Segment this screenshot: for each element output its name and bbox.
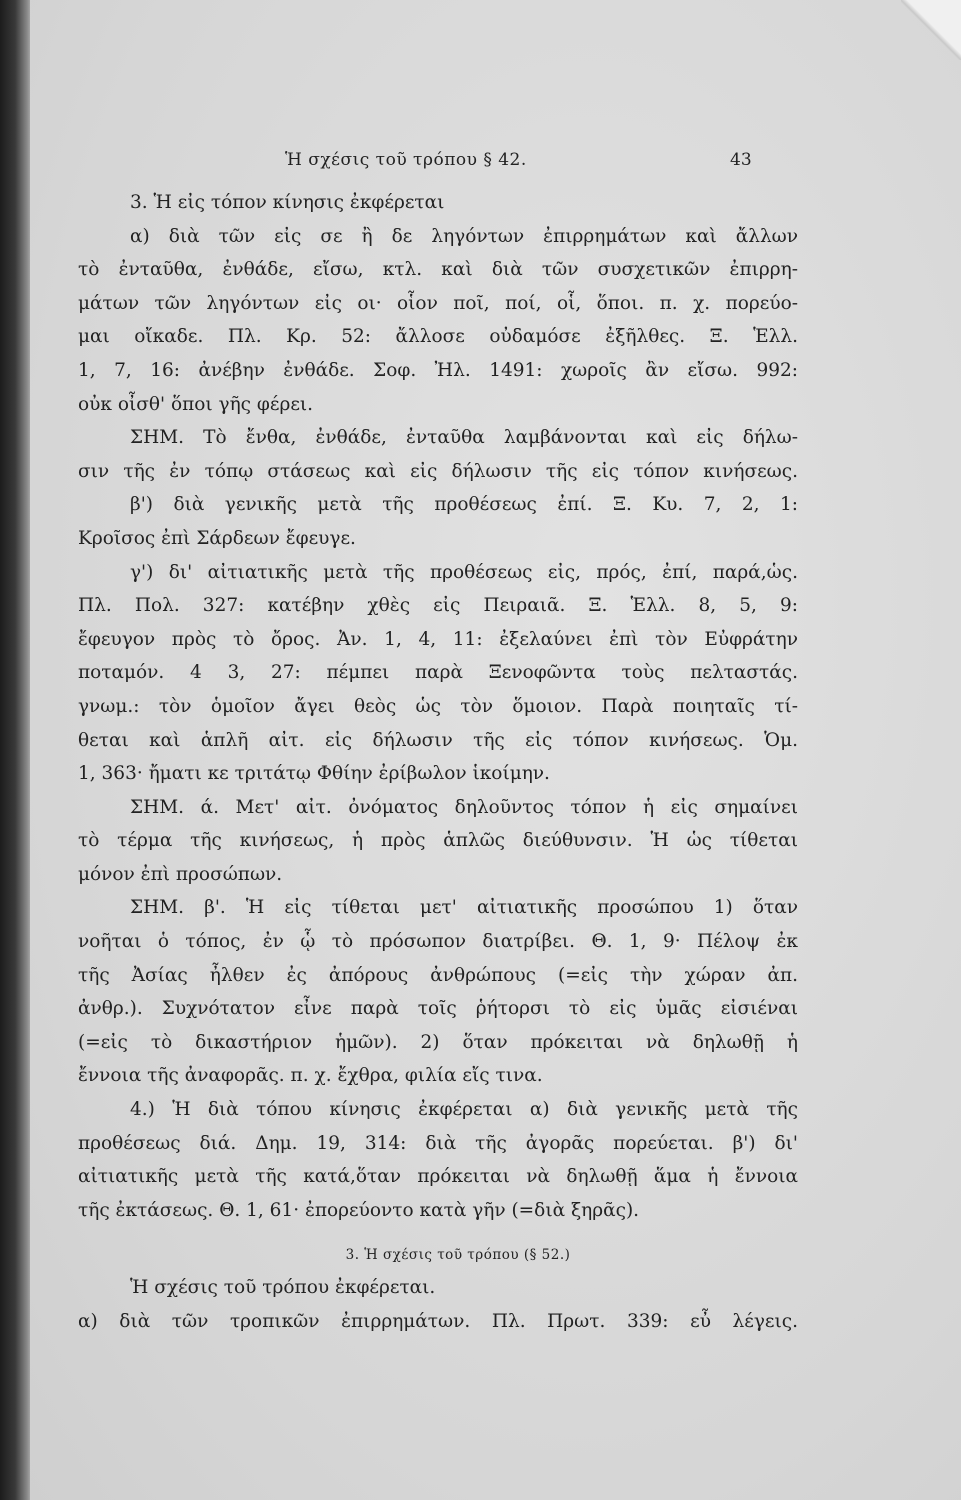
text-line: 1, 7, 16: ἀνέβην ἐνθάδε. Σοφ. Ἠλ. 1491: χωροῖς ἂν εἴσω. 992: xyxy=(78,359,798,381)
text-line: προθέσεως διά. Δημ. 19, 314: διὰ τῆς ἀγορᾶς πορεύεται. β') δι' xyxy=(78,1132,798,1154)
text-line: γ') δι' αἰτιατικῆς μετὰ τῆς προθέσεως εἰς, πρός, ἐπί, παρά,ὡς. xyxy=(130,561,798,583)
text-line: 1, 363· ἤματι κε τριτάτῳ Φθίην ἐρίβωλον ἱκοίμην. xyxy=(78,763,550,785)
running-title: Ἡ σχέσις τοῦ τρόπου § 42. xyxy=(285,150,527,170)
text-line: θεται καὶ ἁπλῆ αἰτ. εἰς δήλωσιν τῆς εἰς τόπον κινήσεως. Ὁμ. xyxy=(78,729,798,751)
text-line: ἔφευγον πρὸς τὸ ὄρος. Ἀν. 1, 4, 11: ἐξελαύνει ἐπὶ τὸν Εὐφράτην xyxy=(78,628,798,650)
section-text xyxy=(78,1271,798,1338)
text-line: σιν τῆς ἐν τόπῳ στάσεως καὶ εἰς δήλωσιν τῆς εἰς τόπον κινήσεως. xyxy=(78,460,798,482)
text-line: ΣΗΜ. Τὸ ἔνθα, ἐνθάδε, ἐνταῦθα λαμβάνονται καὶ εἰς δήλω- xyxy=(130,427,798,449)
text-line: μάτων τῶν ληγόντων εἰς οι· οἷον ποῖ, ποί, οἷ, ὅποι. π. χ. πορεύο- xyxy=(78,292,798,314)
text-line: τῆς ἐκτάσεως. Θ. 1, 61· ἐπορεύοντο κατὰ γῆν (=διὰ ξηρᾶς). xyxy=(78,1199,640,1221)
text-line: τὸ ἐνταῦθα, ἐνθάδε, εἴσω, κτλ. καὶ διὰ τῶν συσχετικῶν ἐπιρρη- xyxy=(78,259,798,281)
text-line: Κροῖσος ἐπὶ Σάρδεων ἔφευγε. xyxy=(78,527,356,549)
page-header xyxy=(30,150,961,180)
page-body xyxy=(78,186,798,1339)
text-line: 4.) Ἡ διὰ τόπου κίνησις ἐκφέρεται α) διὰ γενικῆς μετὰ τῆς xyxy=(130,1099,798,1121)
text-line: μαι οἴκαδε. Πλ. Κρ. 52: ἄλλοσε οὐδαμόσε ἐξῆλθες. Ξ. Ἑλλ. xyxy=(78,326,798,348)
text-line: τὸ τέρμα τῆς κινήσεως, ἡ πρὸς ἁπλῶς διεύθυνσιν. Ἡ ὡς τίθεται xyxy=(78,830,798,852)
page-number: 43 xyxy=(730,150,752,170)
text-line: αἰτιατικῆς μετὰ τῆς κατά,ὅταν πρόκειται νὰ δηλωθῇ ἅμα ἡ ἔννοια xyxy=(78,1166,798,1188)
text-line: νοῆται ὁ τόπος, ἐν ᾧ τὸ πρόσωπον διατρίβει. Θ. 1, 9· Πέλοψ ἐκ xyxy=(78,931,798,953)
text-line: ποταμόν. 4 3, 27: πέμπει παρὰ Ξενοφῶντα τοὺς πελταστάς. xyxy=(78,662,798,684)
text-line: μόνον ἐπὶ προσώπων. xyxy=(78,863,283,885)
book-spine xyxy=(0,0,34,1500)
text-line: 3. Ἡ εἰς τόπον κίνησις ἐκφέρεται xyxy=(130,192,445,213)
page-corner-fold xyxy=(901,0,961,60)
text-line: γνωμ.: τὸν ὁμοῖον ἄγει θεὸς ὡς τὸν ὅμοιον. Παρὰ ποιηταῖς τί- xyxy=(78,695,798,717)
book-page xyxy=(30,0,961,1500)
text-line: ΣΗΜ. β'. Ἡ εἰς τίθεται μετ' αἰτιατικῆς προσώπου 1) ὅταν xyxy=(130,897,798,919)
text-line: Ἡ σχέσις τοῦ τρόπου ἐκφέρεται. xyxy=(130,1277,436,1299)
main-text xyxy=(78,186,798,1227)
text-line: ἀνθρ.). Συχνότατον εἶνε παρὰ τοῖς ῥήτορσι τὸ εἰς ὑμᾶς εἰσιέναι xyxy=(78,998,798,1020)
text-line: ἔννοια τῆς ἀναφορᾶς. π. χ. ἔχθρα, φιλία εἴς τινα. xyxy=(78,1065,543,1087)
text-line: (=εἰς τὸ δικαστήριον ἡμῶν). 2) ὅταν πρόκειται νὰ δηλωθῇ ἡ xyxy=(78,1031,798,1053)
text-line: τῆς Ἀσίας ἦλθεν ἐς ἀπόρους ἀνθρώπους (=εἰς τὴν χώραν ἀπ. xyxy=(78,964,798,986)
text-line: ΣΗΜ. ά. Μετ' αἰτ. ὀνόματος δηλοῦντος τόπον ἡ εἰς σημαίνει xyxy=(130,796,798,818)
text-line: Πλ. Πολ. 327: κατέβην χθὲς εἰς Πειραιᾶ. Ξ. Ἑλλ. 8, 5, 9: xyxy=(78,595,798,617)
text-line: α) διὰ τῶν τροπικῶν ἐπιρρημάτων. Πλ. Πρωτ. 339: εὖ λέγεις. xyxy=(78,1311,798,1332)
text-line: οὐκ οἶσθ' ὅποι γῆς φέρει. xyxy=(78,393,314,415)
text-line: α) διὰ τῶν εἰς σε ἢ δε ληγόντων ἐπιρρημάτων καὶ ἄλλων xyxy=(130,225,798,247)
text-line: β') διὰ γενικῆς μετὰ τῆς προθέσεως ἐπί. Ξ. Κυ. 7, 2, 1: xyxy=(130,494,798,516)
section-heading: 3. Ἡ σχέσις τοῦ τρόπου (§ 52.) xyxy=(345,1247,571,1264)
